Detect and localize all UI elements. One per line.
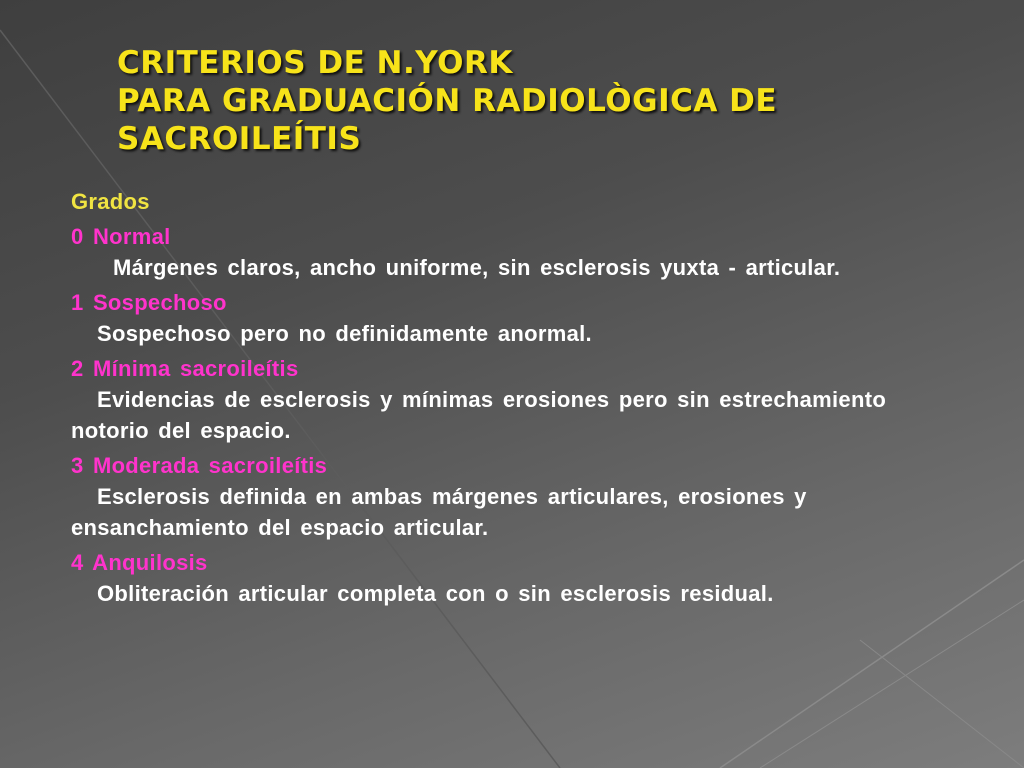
title-line-1: CRITERIOS DE N.YORK [117,45,513,81]
title-line-3: SACROILEÍTIS [117,121,362,157]
slide-body [71,186,951,609]
title-line-2: PARA GRADUACIÓN RADIOLÒGICA DE [117,83,778,119]
slide-title [117,44,977,158]
grade-3-label: 3 Moderada sacroileítis [71,453,328,478]
grade-2-label: 2 Mínima sacroileítis [71,356,299,381]
grade-4-label: 4 Anquilosis [71,550,208,575]
grade-1-description: Sospechoso pero no definidamente anormal. [97,321,592,346]
grade-3-description: Esclerosis definida en ambas márgenes articulares, erosiones y ensanchamiento del espacio articular. [71,484,807,540]
grade-2-description: Evidencias de esclerosis y mínimas erosiones pero sin estrechamiento notorio del espacio. [71,387,887,443]
grade-0-description: Márgenes claros, ancho uniforme, sin esclerosis yuxta - articular. [113,255,841,280]
grade-1-label: 1 Sospechoso [71,290,227,315]
grade-0-label: 0 Normal [71,224,171,249]
grade-4-description: Obliteración articular completa con o sin esclerosis residual. [97,581,774,606]
grades-heading: Grados [71,189,150,214]
